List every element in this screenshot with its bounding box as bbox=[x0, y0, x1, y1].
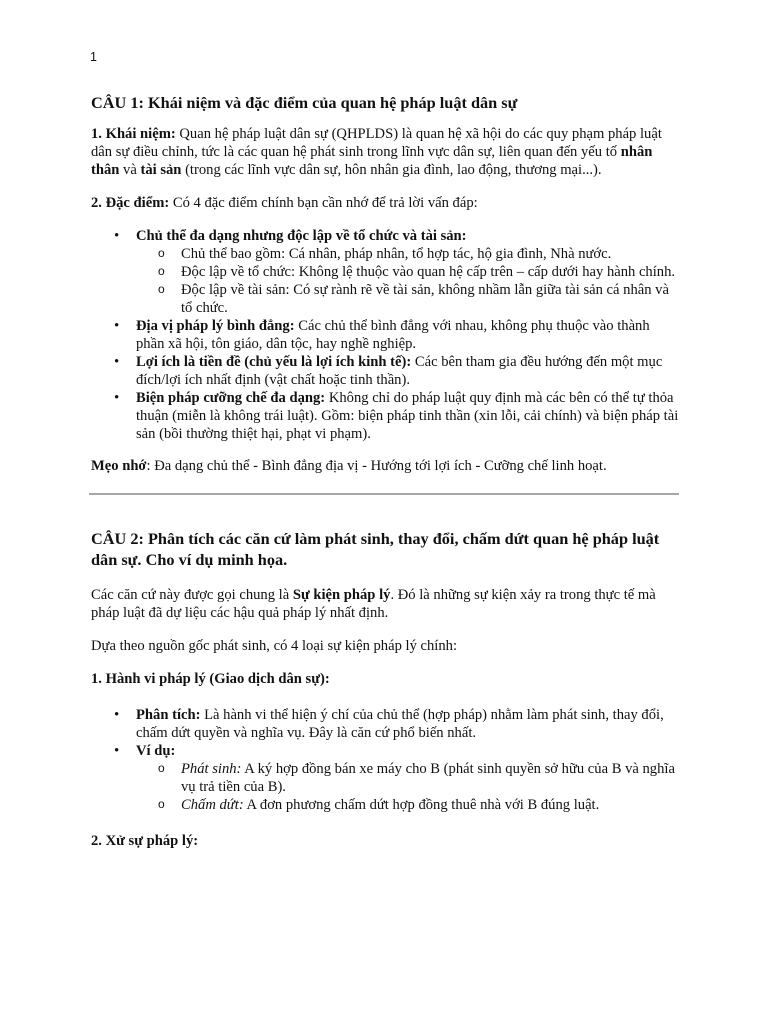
document-body bbox=[91, 92, 681, 865]
tip-label: Mẹo nhớ bbox=[91, 458, 147, 474]
q1-title: CÂU 1: Khái niệm và đặc điểm của quan hệ pháp luật dân sự bbox=[91, 93, 518, 112]
sub-list-item: o Phát sinh: A ký hợp đồng bán xe máy cho B (phát sinh quyền sở hữu của B và nghĩa vụ trả tiền của B). bbox=[181, 760, 681, 796]
q2-section1-heading: 1. Hành vi pháp lý (Giao dịch dân sự): bbox=[91, 671, 330, 687]
sub-list-item: o Độc lập về tài sản: Có sự rành rẽ về tài sản, không nhầm lẫn giữa tài sản cá nhân và tổ chức. bbox=[181, 281, 681, 317]
list-item: • Phân tích: Là hành vi thể hiện ý chí của chủ thể (hợp pháp) nhằm làm phát sinh, thay đổi, chấm dứt quyền và nghĩa vụ. Đây là căn cứ phổ biến nhất. bbox=[136, 706, 681, 742]
q1-tip: Mẹo nhớ: Đa dạng chủ thể - Bình đẳng địa vị - Hướng tới lợi ích - Cưỡng chế linh hoạt. bbox=[91, 458, 607, 474]
sub-list-item: o Chấm dứt: A đơn phương chấm dứt hợp đồng thuê nhà với B đúng luật. bbox=[181, 796, 681, 814]
q2-title: CÂU 2: Phân tích các căn cứ làm phát sinh, thay đổi, chấm dứt quan hệ pháp luật dân sự. Cho ví dụ minh họa. bbox=[91, 529, 660, 569]
q1-concept-label: 1. Khái niệm: bbox=[91, 126, 176, 142]
sub-list-item: o Độc lập về tổ chức: Không lệ thuộc vào quan hệ cấp trên – cấp dưới hay hành chính. bbox=[181, 263, 681, 281]
section-divider bbox=[89, 493, 679, 495]
q2-section1-list bbox=[91, 706, 681, 814]
sub-list bbox=[136, 760, 681, 814]
q1-features-list bbox=[91, 227, 681, 443]
list-item: • Ví dụ: o Phát sinh: A ký hợp đồng bán xe máy cho B (phát sinh quyền sở hữu của B và nghĩa vụ trả tiền của B). o Chấm dứt: A đơn phương chấm dứt hợp đồng thuê nhà với B đúng luật. bbox=[136, 742, 681, 814]
list-item: • Địa vị pháp lý bình đẳng: Các chủ thể bình đẳng với nhau, không phụ thuộc vào thành phần xã hội, tôn giáo, dân tộc, hay nghề nghiệp. bbox=[136, 317, 681, 353]
page-number: 1 bbox=[90, 50, 97, 64]
q2-section2-heading: 2. Xử sự pháp lý: bbox=[91, 833, 199, 849]
list-item: • Biện pháp cưỡng chế đa dạng: Không chỉ do pháp luật quy định mà các bên có thể tự thỏa thuận (miễn là không trái luật). Gồm: biện pháp tinh thần (xin lỗi, cải chính) và biện pháp tài sản (bồi thường thiệt hại, phạt vi phạm). bbox=[136, 389, 681, 443]
list-item: • Lợi ích là tiền đề (chủ yếu là lợi ích kinh tế): Các bên tham gia đều hướng đến một mục đích/lợi ích nhất định (vật chất hoặc tinh thần). bbox=[136, 353, 681, 389]
q2-origin-text: Dựa theo nguồn gốc phát sinh, có 4 loại sự kiện pháp lý chính: bbox=[91, 638, 458, 654]
q1-features-label: 2. Đặc điểm: bbox=[91, 195, 170, 211]
q1-features-paragraph: 2. Đặc điểm: Có 4 đặc điểm chính bạn cần nhớ để trả lời vấn đáp: bbox=[91, 195, 478, 211]
list-item: • Chủ thể đa dạng nhưng độc lập về tổ chức và tài sản: o Chủ thể bao gồm: Cá nhân, pháp nhân, tổ hợp tác, hộ gia đình, Nhà nước. o Độc lập về tổ chức: Không lệ thuộc vào quan hệ cấp trên – cấp dưới hay hành chính. o Độc lập về tài sản: Có sự rành rẽ về tài sản, không nhầm lẫn giữa tài sản cá nhân và tổ chức. bbox=[136, 227, 681, 317]
sub-list bbox=[136, 245, 681, 317]
sub-list-item: o Chủ thể bao gồm: Cá nhân, pháp nhân, tổ hợp tác, hộ gia đình, Nhà nước. bbox=[181, 245, 681, 263]
q2-intro: Các căn cứ này được gọi chung là Sự kiện pháp lý. Đó là những sự kiện xảy ra trong thực tế mà pháp luật đã dự liệu các hậu quả pháp lý nhất định. bbox=[91, 587, 656, 621]
q1-concept-paragraph: 1. Khái niệm: Quan hệ pháp luật dân sự (QHPLDS) là quan hệ xã hội do các quy phạm pháp luật dân sự điều chỉnh, tức là các quan hệ phát sinh trong lĩnh vực dân sự, liên quan đến yếu tố nhân thân và tài sản (trong các lĩnh vực dân sự, hôn nhân gia đình, lao động, thương mại...). bbox=[91, 126, 662, 178]
